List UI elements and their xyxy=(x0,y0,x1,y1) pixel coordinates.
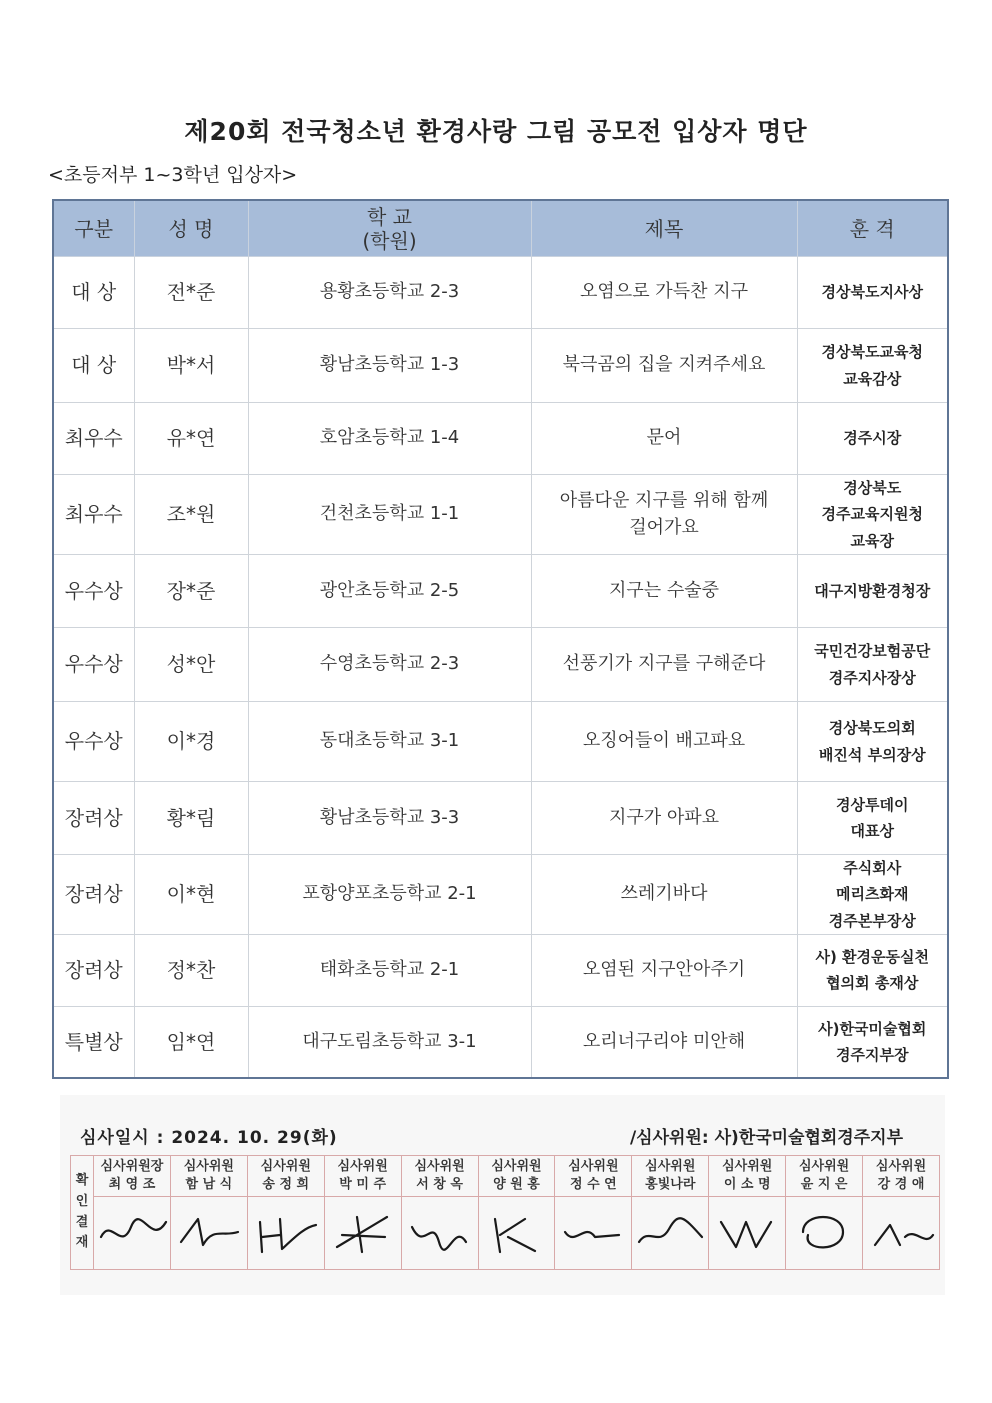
cell-name: 박*서 xyxy=(134,329,248,403)
table-row xyxy=(53,855,948,935)
judge-name: 이 소 명 xyxy=(723,1177,771,1192)
cell-honor-line: 경상북도교육청 xyxy=(821,343,923,362)
judge-name: 강 경 애 xyxy=(877,1177,925,1192)
cell-name: 성*안 xyxy=(134,628,248,702)
judge-cell xyxy=(324,1156,401,1197)
cell-work-title xyxy=(531,329,797,403)
cell-name: 황*림 xyxy=(134,782,248,855)
header-category: 구분 xyxy=(53,200,134,257)
cell-work-title-line: 선풍기가 지구를 구해준다 xyxy=(562,653,766,675)
cell-school: 포항양포초등학교 2-1 xyxy=(248,855,531,935)
judge-cell xyxy=(478,1156,555,1197)
judge-role: 심사위원 xyxy=(183,1159,234,1175)
cell-school: 광안초등학교 2-5 xyxy=(248,555,531,628)
judge-cell xyxy=(94,1156,171,1197)
cell-honor-line: 교육장 xyxy=(850,531,894,550)
cell-honor-line: 경상투데이 xyxy=(836,795,909,814)
table-row xyxy=(53,1006,948,1078)
cell-honor xyxy=(797,702,948,782)
cell-work-title xyxy=(531,628,797,702)
judge-signature-cell xyxy=(632,1197,709,1270)
handwritten-signature xyxy=(327,1207,399,1259)
cell-work-title-line: 오염으로 가득찬 지구 xyxy=(580,281,748,303)
table-row xyxy=(53,403,948,475)
judge-name: 함 남 식 xyxy=(185,1177,233,1192)
cell-honor xyxy=(797,1006,948,1078)
table-row xyxy=(53,628,948,702)
cell-school: 황남초등학교 1-3 xyxy=(248,329,531,403)
cell-honor xyxy=(797,855,948,935)
judge-cell xyxy=(632,1156,709,1197)
cell-work-title xyxy=(531,555,797,628)
header-name: 성 명 xyxy=(134,200,248,257)
cell-honor-line: 경주지사장상 xyxy=(828,668,916,687)
cell-work-title-line: 오리너구리야 미안해 xyxy=(582,1030,746,1052)
cell-category: 장려상 xyxy=(53,855,134,935)
cell-work-title xyxy=(531,702,797,782)
cell-honor xyxy=(797,782,948,855)
confirm-label xyxy=(71,1156,94,1270)
signature-table xyxy=(70,1155,940,1270)
judge-signature-cell xyxy=(786,1197,863,1270)
cell-work-title-line: 쓰레기바다 xyxy=(620,883,708,905)
judge-role: 심사위원 xyxy=(722,1159,773,1175)
table-row xyxy=(53,702,948,782)
cell-honor-line: 협의회 총재상 xyxy=(826,974,919,993)
cell-honor-line: 경상북도지사상 xyxy=(821,283,923,302)
cell-work-title-line: 오징어들이 배고파요 xyxy=(582,730,746,752)
cell-honor-line: 교육감상 xyxy=(843,369,902,388)
cell-honor xyxy=(797,555,948,628)
cell-name: 유*연 xyxy=(134,403,248,475)
cell-honor-line: 경상북도 xyxy=(843,479,902,498)
cell-work-title xyxy=(531,475,797,555)
cell-work-title-line: 아름다운 지구를 위해 함께 xyxy=(559,490,769,512)
judge-signature-cell xyxy=(863,1197,940,1270)
judging-committee: /심사위원: 사)한국미술협회경주지부 xyxy=(629,1128,903,1148)
cell-category: 최우수 xyxy=(53,403,134,475)
judge-signature-cell xyxy=(170,1197,247,1270)
handwritten-signature xyxy=(404,1207,476,1259)
cell-name: 장*준 xyxy=(134,555,248,628)
cell-work-title xyxy=(531,934,797,1006)
judge-cell xyxy=(786,1156,863,1197)
page-subtitle: <초등저부 1~3학년 입상자> xyxy=(48,164,298,186)
judge-name: 윤 지 은 xyxy=(800,1177,848,1192)
judge-role: 심사위원장 xyxy=(100,1159,164,1175)
cell-honor xyxy=(797,403,948,475)
cell-category: 특별상 xyxy=(53,1006,134,1078)
cell-school: 태화초등학교 2-1 xyxy=(248,934,531,1006)
confirm-label-char: 인 xyxy=(75,1193,89,1209)
handwritten-signature xyxy=(480,1207,552,1259)
cell-name: 정*찬 xyxy=(134,934,248,1006)
judge-name: 양 원 홍 xyxy=(493,1177,540,1192)
header-honor: 훈 격 xyxy=(797,200,948,257)
judge-signature-cell xyxy=(324,1197,401,1270)
cell-work-title xyxy=(531,1006,797,1078)
judge-role: 심사위원 xyxy=(875,1159,927,1175)
cell-school: 대구도림초등학교 3-1 xyxy=(248,1006,531,1078)
judge-role: 심사위원 xyxy=(568,1159,619,1175)
judge-cell xyxy=(247,1156,324,1197)
judge-role: 심사위원 xyxy=(414,1159,465,1175)
header-school xyxy=(248,200,531,257)
cell-category: 우수상 xyxy=(53,628,134,702)
cell-name: 조*원 xyxy=(134,475,248,555)
header-school-line2: (학원) xyxy=(362,228,417,253)
judge-role: 심사위원 xyxy=(491,1159,542,1175)
cell-work-title-line: 북극곰의 집을 지켜주세요 xyxy=(562,354,766,376)
cell-school: 호암초등학교 1-4 xyxy=(248,403,531,475)
table-row xyxy=(53,329,948,403)
cell-honor-line: 대표상 xyxy=(850,822,894,840)
cell-category: 대 상 xyxy=(53,257,134,329)
cell-honor xyxy=(797,257,948,329)
table-row xyxy=(53,257,948,329)
header-work-title: 제목 xyxy=(531,200,797,257)
judge-name: 송 정 희 xyxy=(262,1177,310,1192)
cell-honor-line: 배진석 부의장상 xyxy=(818,745,926,764)
judge-cell xyxy=(863,1156,940,1197)
cell-school: 황남초등학교 3-3 xyxy=(248,782,531,855)
handwritten-signature xyxy=(788,1207,860,1259)
judge-signature-cell xyxy=(709,1197,786,1270)
cell-school: 동대초등학교 3-1 xyxy=(248,702,531,782)
cell-name: 이*경 xyxy=(134,702,248,782)
cell-work-title xyxy=(531,403,797,475)
table-header-row xyxy=(53,200,948,257)
confirm-label-char: 결 xyxy=(75,1214,89,1230)
cell-school: 수영초등학교 2-3 xyxy=(248,628,531,702)
cell-category: 우수상 xyxy=(53,702,134,782)
handwritten-signature xyxy=(250,1207,322,1259)
cell-honor-line: 경주시장 xyxy=(843,429,902,448)
judging-section xyxy=(60,1095,945,1295)
cell-honor xyxy=(797,475,948,555)
handwritten-signature xyxy=(634,1207,706,1259)
judge-cell xyxy=(401,1156,478,1197)
cell-honor-line: 사) 환경운동실천 xyxy=(815,948,929,966)
judge-name: 서 창 옥 xyxy=(416,1177,463,1192)
cell-work-title xyxy=(531,257,797,329)
cell-category: 대 상 xyxy=(53,329,134,403)
page-title: 제20회 전국청소년 환경사랑 그림 공모전 입상자 명단 xyxy=(184,117,808,146)
judge-signature-cell xyxy=(401,1197,478,1270)
cell-work-title-line: 지구가 아파요 xyxy=(608,806,720,828)
judge-role: 심사위원 xyxy=(337,1159,388,1175)
awards-table xyxy=(52,199,949,1079)
cell-honor-line: 대구지방환경청장 xyxy=(814,581,931,600)
judging-date: 심사일시 : 2024. 10. 29(화) xyxy=(80,1128,338,1148)
cell-honor-line: 경상북도의회 xyxy=(828,719,916,738)
table-row xyxy=(53,555,948,628)
cell-work-title-line: 걸어가요 xyxy=(629,516,699,538)
cell-name: 임*연 xyxy=(134,1006,248,1078)
cell-name: 전*준 xyxy=(134,257,248,329)
cell-name: 이*현 xyxy=(134,855,248,935)
cell-honor-line: 사)한국미술협회 xyxy=(818,1019,927,1038)
handwritten-signature xyxy=(96,1207,168,1259)
judge-cell xyxy=(709,1156,786,1197)
handwritten-signature xyxy=(711,1207,783,1259)
cell-work-title-line: 오염된 지구안아주기 xyxy=(582,959,746,981)
cell-honor-line: 경주교육지원청 xyxy=(821,505,923,524)
judge-signature-cell xyxy=(478,1197,555,1270)
table-row xyxy=(53,475,948,555)
judge-name: 박 미 주 xyxy=(339,1177,387,1192)
handwritten-signature xyxy=(865,1207,937,1259)
cell-honor xyxy=(797,628,948,702)
judge-signature-cell xyxy=(94,1197,171,1270)
header-school-line1: 학 교 xyxy=(367,204,412,229)
cell-category: 우수상 xyxy=(53,555,134,628)
judge-role: 심사위원 xyxy=(260,1159,311,1175)
judge-role: 심사위원 xyxy=(645,1159,696,1175)
handwritten-signature xyxy=(557,1207,629,1259)
judge-signature-cell xyxy=(555,1197,632,1270)
judge-name: 홍빛나라 xyxy=(645,1177,696,1192)
cell-category: 최우수 xyxy=(53,475,134,555)
cell-honor-line: 경주본부장상 xyxy=(828,911,916,930)
cell-category: 장려상 xyxy=(53,934,134,1006)
cell-honor-line: 경주지부장 xyxy=(836,1046,909,1064)
cell-work-title-line: 지구는 수술중 xyxy=(608,579,720,601)
judge-name: 정 수 연 xyxy=(570,1177,617,1192)
table-row xyxy=(53,934,948,1006)
handwritten-signature xyxy=(173,1207,245,1259)
cell-school: 건천초등학교 1-1 xyxy=(248,475,531,555)
cell-work-title-line: 문어 xyxy=(646,427,682,449)
cell-honor-line: 메리츠화재 xyxy=(836,885,909,904)
judge-cell xyxy=(170,1156,247,1197)
cell-category: 장려상 xyxy=(53,782,134,855)
confirm-label-char: 확 xyxy=(75,1172,89,1188)
cell-school: 용황초등학교 2-3 xyxy=(248,257,531,329)
cell-work-title xyxy=(531,782,797,855)
judge-signature-cell xyxy=(247,1197,324,1270)
confirm-label-char: 재 xyxy=(75,1235,89,1251)
cell-honor xyxy=(797,329,948,403)
cell-honor-line: 주식회사 xyxy=(843,859,902,877)
cell-honor-line: 국민건강보험공단 xyxy=(814,642,931,661)
judge-role: 심사위원 xyxy=(798,1159,850,1175)
judge-name: 최 영 조 xyxy=(108,1177,156,1192)
cell-honor xyxy=(797,934,948,1006)
table-row xyxy=(53,782,948,855)
judge-cell xyxy=(555,1156,632,1197)
cell-work-title xyxy=(531,855,797,935)
